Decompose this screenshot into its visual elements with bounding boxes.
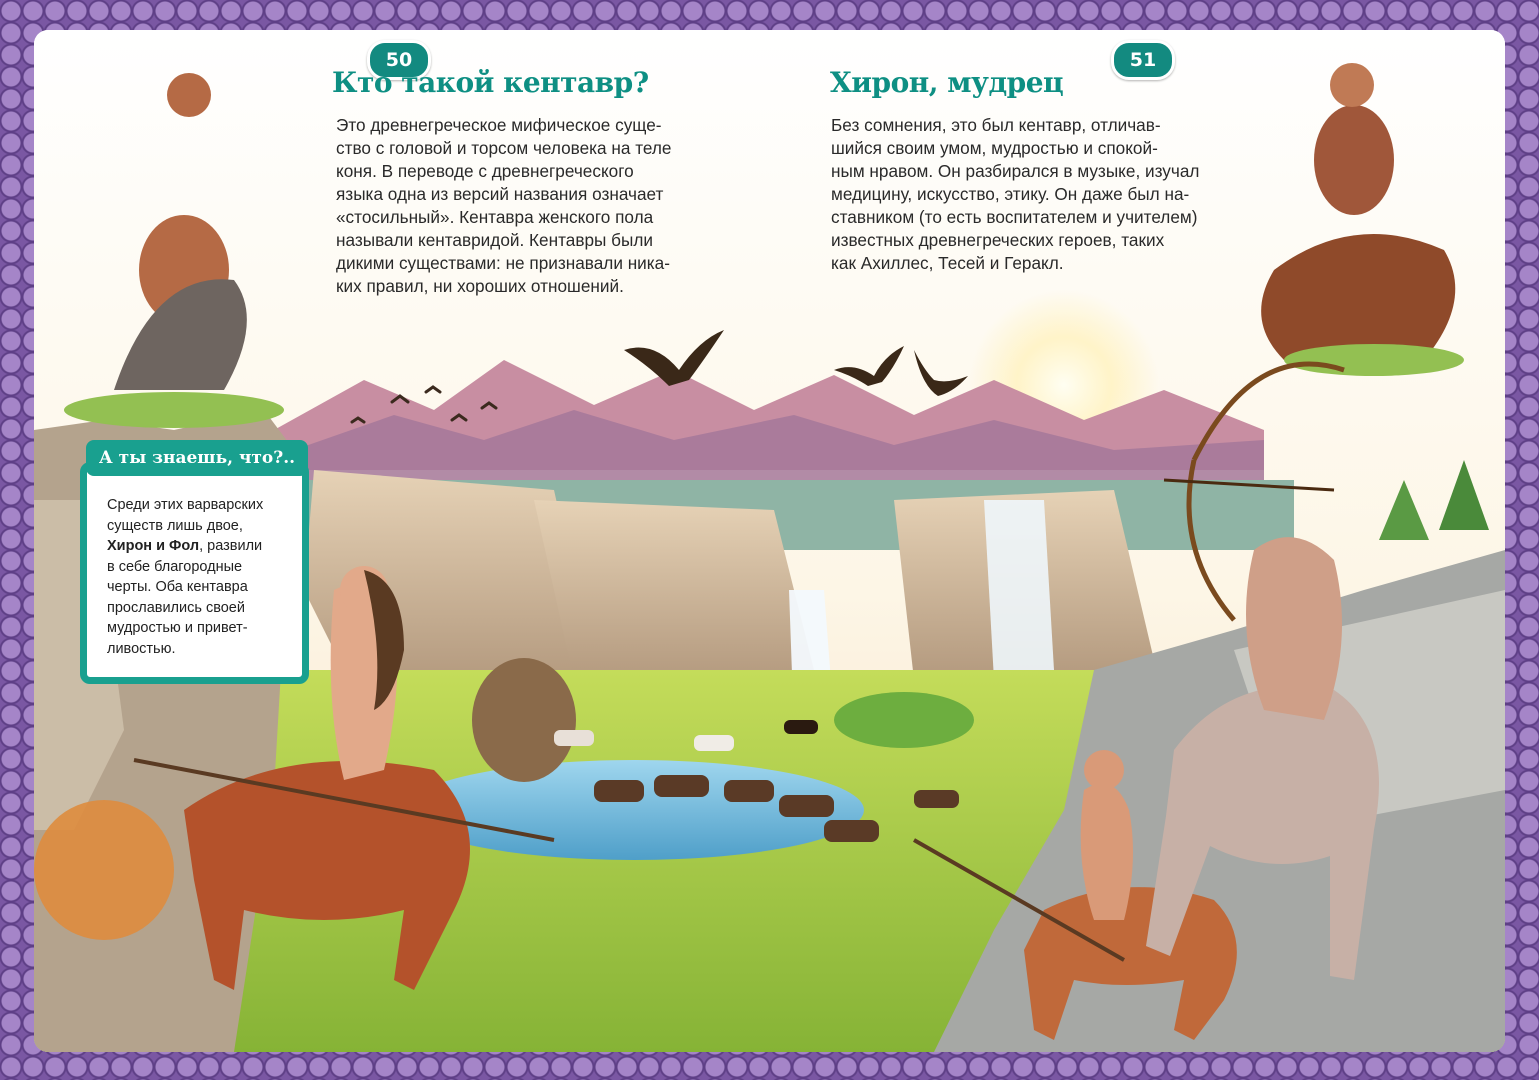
right-page-paragraph (831, 114, 1199, 275)
fact-box-text (107, 495, 297, 659)
paragraph-line: языка одна из версий названия означает (336, 184, 664, 204)
paragraph-line: ным нравом. Он разбирался в музыке, изучал (831, 161, 1200, 181)
paragraph-line: «стосильный». Кентавра женского пола (336, 207, 654, 227)
paragraph-line: известных древнегреческих героев, таких (831, 230, 1165, 250)
paragraph-line: Без сомнения, это был кентавр, отличав- (831, 115, 1161, 135)
right-page-number: 51 (1111, 40, 1175, 80)
paragraph-line: Это древнегреческое мифическое суще- (336, 115, 662, 135)
paragraph-line: коня. В переводе с древнегреческого (336, 161, 634, 181)
fact-line-rest: , развили (199, 538, 263, 554)
left-page-paragraph (336, 114, 671, 298)
right-page-heading: Хирон, мудрец (830, 66, 1064, 99)
fact-line: ливостью. (107, 640, 176, 657)
fact-line: прославились своей (107, 599, 245, 616)
paragraph-line: ство с головой и торсом человека на теле (336, 138, 672, 158)
fact-highlight: Хирон и Фол (107, 538, 200, 554)
paragraph-line: называли кентавридой. Кентавры были (336, 230, 653, 250)
paragraph-line: как Ахиллес, Тесей и Геракл. (831, 253, 1064, 273)
paragraph-line: медицину, искусство, этику. Он даже был на- (831, 184, 1190, 204)
paragraph-line: ставником (то есть воспитателем и учителем) (831, 207, 1198, 227)
left-page-heading: Кто такой кентавр? (332, 66, 649, 99)
fact-box-title: А ты знаешь, что?.. (86, 440, 308, 476)
fact-line: существ лишь двое, (107, 517, 243, 534)
fact-line: в себе благородные (107, 558, 243, 575)
fact-line: черты. Оба кентавра (107, 579, 248, 595)
book-spread (34, 30, 1505, 1052)
fact-line (107, 536, 297, 557)
paragraph-line: дикими существами: не признавали ника- (336, 253, 670, 273)
paragraph-line: шийся своим умом, мудростью и спокой- (831, 138, 1158, 158)
fact-line: Среди этих варварских (107, 497, 264, 513)
fact-line: мудростью и привет- (107, 620, 248, 636)
paragraph-line: ких правил, ни хороших отношений. (336, 276, 624, 296)
left-page-number: 50 (367, 40, 431, 80)
